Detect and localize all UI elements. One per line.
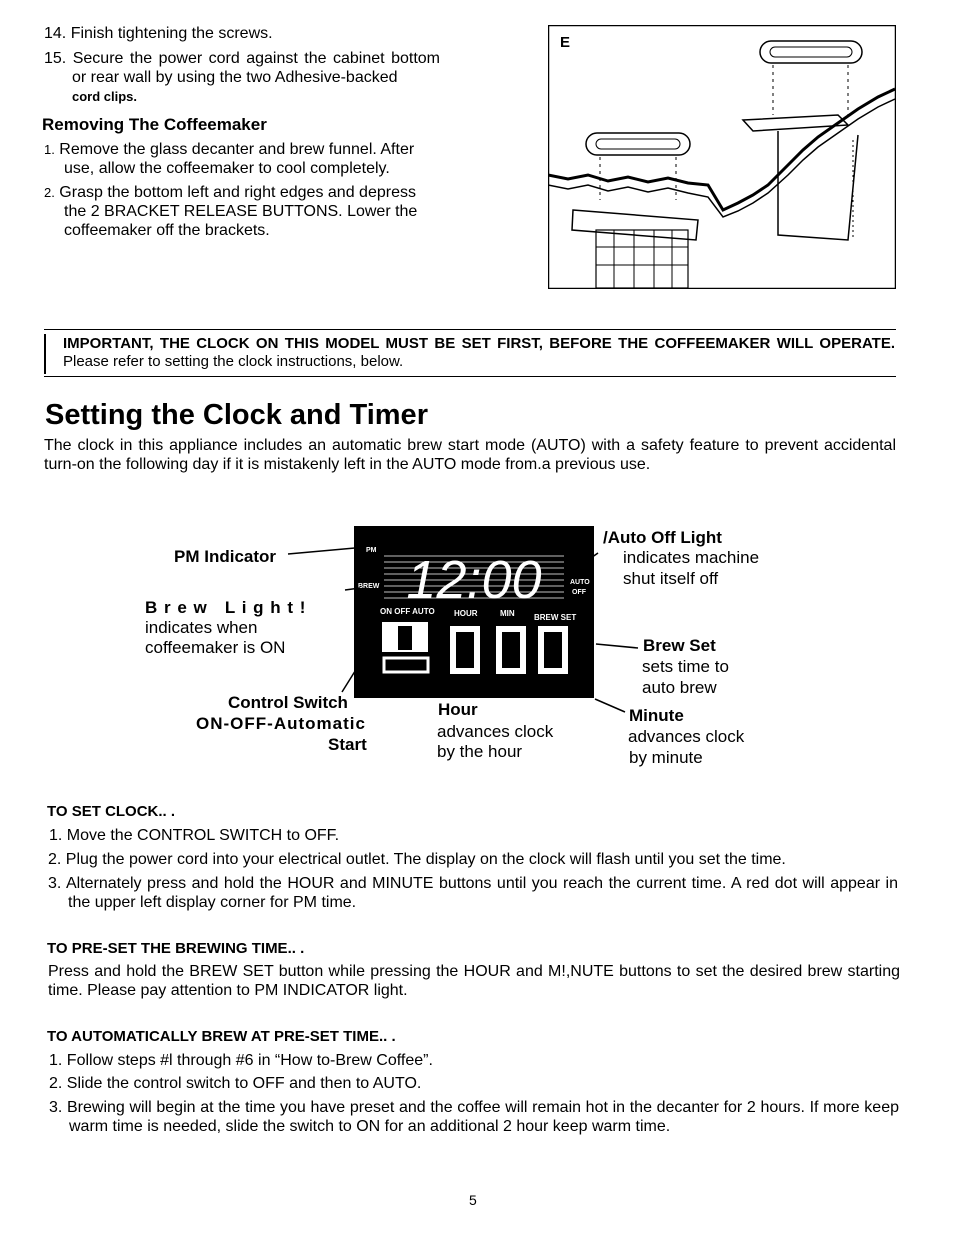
brew-light-desc-1: indicates when xyxy=(145,618,258,637)
pm-indicator-callout: PM Indicator xyxy=(174,547,277,566)
control-switch-callout: Control Switch xyxy=(228,693,348,712)
minute-desc-1: advances clock xyxy=(628,727,745,746)
step-15-tail: cord clips. xyxy=(72,89,138,104)
figure-label: E xyxy=(560,34,571,51)
brew-set-desc-2: auto brew xyxy=(642,678,717,697)
removing-step-1: 1. Remove the glass decanter and brew funnel. After use, allow the coffeemaker to cool completely. xyxy=(44,141,415,177)
removing-step-2: 2. Grasp the bottom left and right edges and depress the 2 BRACKET RELEASE BUTTONS. Lower the coffeemaker off the brackets. xyxy=(44,184,418,239)
hour-desc-1: advances clock xyxy=(437,722,554,741)
pm-label: PM xyxy=(366,547,377,554)
set-clock-step-1: 1. Move the CONTROL SWITCH to OFF. xyxy=(49,827,340,844)
auto-brew-step-1: 1. Follow steps #l through #6 in “How to-Brew Coffee”. xyxy=(49,1052,433,1069)
auto-off-callout: /Auto Off Light xyxy=(603,528,722,547)
preset-text: Press and hold the BREW SET button while pressing the HOUR and M!,NUTE buttons to set the desired brew starting time. Please pay attention to PM INDICATOR light. xyxy=(48,963,900,999)
min-label: MIN xyxy=(500,609,515,618)
auto-brew-step-2: 2. Slide the control switch to OFF and then to AUTO. xyxy=(49,1075,422,1092)
brew-light-callout: B r e w L i g h t ! xyxy=(145,598,307,617)
off-label: OFF xyxy=(572,589,586,596)
step-15: 15. Secure the power cord against the cabinet bottom or rear wall by using the two Adhesive-backed xyxy=(44,50,440,86)
preset-heading: TO PRE-SET THE BREWING TIME.. . xyxy=(47,940,305,957)
minute-desc-2: by minute xyxy=(629,748,703,767)
set-clock-heading: TO SET CLOCK.. . xyxy=(47,803,176,820)
section-title: Setting the Clock and Timer xyxy=(45,399,428,431)
control-switch-callout-2: ON-OFF-Automatic xyxy=(196,714,366,733)
page-number: 5 xyxy=(469,1192,477,1208)
switch-label: ON OFF AUTO xyxy=(380,607,435,616)
auto-brew-heading: TO AUTOMATICALLY BREW AT PRE-SET TIME.. . xyxy=(47,1028,396,1045)
removing-heading: Removing The Coffeemaker xyxy=(42,115,267,134)
brew-set-desc-1: sets time to xyxy=(642,657,729,676)
set-clock-step-3: 3. Alternately press and hold the HOUR and MINUTE buttons until you reach the current time. A red dot will appear in the upper left display corner for PM time. xyxy=(48,875,898,911)
brew-label: BREW xyxy=(358,583,380,590)
brew-set-callout: Brew Set xyxy=(643,636,716,655)
auto-off-desc-2: shut itself off xyxy=(623,569,719,588)
control-switch-callout-3: Start xyxy=(328,735,367,754)
set-clock-step-2: 2. Plug the power cord into your electrical outlet. The display on the clock will flash until you set the time. xyxy=(48,851,786,868)
step-14: 14. Finish tightening the screws. xyxy=(44,25,273,42)
clock-display: 12:00 xyxy=(406,550,542,610)
minute-callout: Minute xyxy=(629,706,684,725)
section-intro: The clock in this appliance includes an automatic brew start mode (AUTO) with a safety feature to prevent accidental turn-on the following day if it is mistakenly left in the AUTO mode from.a previous use. xyxy=(44,437,896,473)
auto-off-desc-1: indicates machine xyxy=(623,548,760,567)
important-text: IMPORTANT, THE CLOCK ON THIS MODEL MUST BE SET FIRST, BEFORE THE COFFEEMAKER WILL OPERATE. Please refer to setting the clock instructions, below. xyxy=(63,335,895,370)
brew-light-desc-2: coffeemaker is ON xyxy=(145,638,286,657)
hour-desc-2: by the hour xyxy=(437,742,523,761)
auto-brew-step-3: 3. Brewing will begin at the time you have preset and the coffee will remain hot in the decanter for 2 hours. If more keep warm time is needed, slide the switch to ON for an additional 2 hour keep warm time. xyxy=(49,1099,899,1135)
brewset-label: BREW SET xyxy=(534,613,577,622)
auto-label: AUTO xyxy=(570,579,590,586)
hour-label: HOUR xyxy=(454,609,478,618)
hour-callout: Hour xyxy=(438,700,478,719)
